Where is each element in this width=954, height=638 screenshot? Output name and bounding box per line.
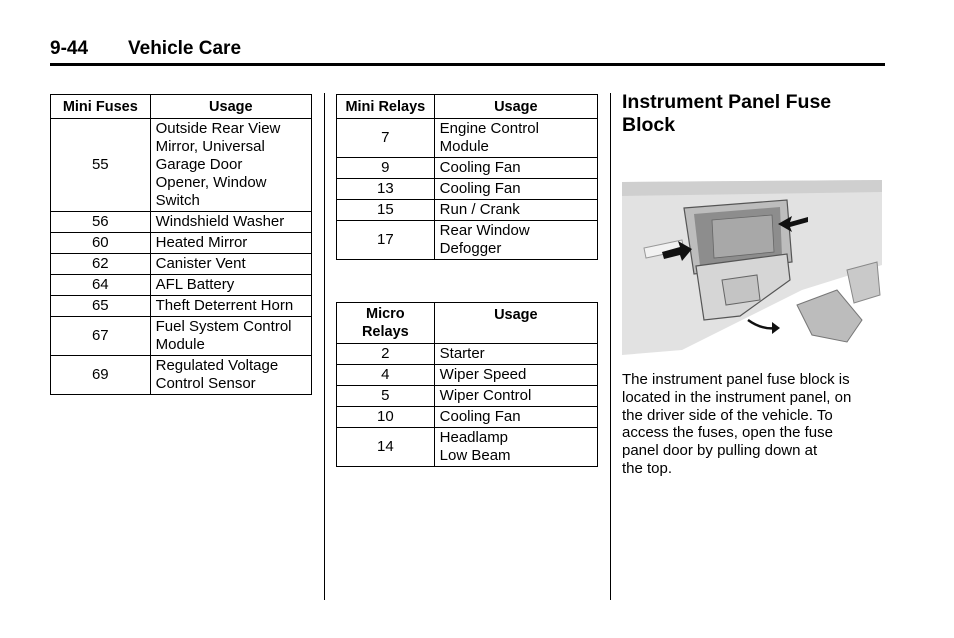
row-number: 62 [51, 254, 151, 275]
usage-line: Wiper Speed [439, 366, 527, 383]
usage-line: Rear Window [439, 222, 530, 239]
usage-line: Starter [439, 345, 485, 362]
table-row [51, 275, 312, 296]
table-row [51, 119, 312, 212]
row-usage [150, 296, 311, 317]
table-row [51, 254, 312, 275]
column-header: Usage [434, 95, 597, 119]
row-number: 5 [337, 386, 435, 407]
row-number: 9 [337, 158, 435, 179]
row-usage [434, 344, 597, 365]
usage-line: AFL Battery [155, 276, 235, 293]
table-row [337, 158, 598, 179]
usage-line: Theft Deterrent Horn [155, 297, 294, 314]
mini-fuses-table [50, 94, 312, 395]
row-number: 13 [337, 179, 435, 200]
row-number: 17 [337, 221, 435, 260]
row-number: 67 [51, 317, 151, 356]
description-line: the top. [622, 459, 673, 477]
usage-line: Run / Crank [439, 201, 520, 218]
table-row [337, 344, 598, 365]
usage-line: Low Beam [439, 447, 511, 464]
usage-line: Module [155, 336, 205, 353]
table-row [51, 317, 312, 356]
column-divider-2 [610, 93, 611, 600]
usage-line: Outside Rear View [155, 120, 281, 137]
column-header: Mini Relays [337, 95, 435, 119]
table-row [51, 212, 312, 233]
table-row [51, 233, 312, 254]
table-row [337, 386, 598, 407]
table-row [337, 200, 598, 221]
usage-line: Regulated Voltage [155, 357, 279, 374]
column-header: Micro Relays [337, 303, 435, 344]
column-header: Usage [434, 303, 597, 344]
usage-line: Windshield Washer [155, 213, 285, 230]
column-header: Mini Fuses [51, 95, 151, 119]
usage-line: Canister Vent [155, 255, 246, 272]
table-row [337, 179, 598, 200]
micro-relays-table [336, 302, 598, 467]
row-number: 15 [337, 200, 435, 221]
usage-line: Defogger [439, 240, 502, 257]
row-usage [434, 158, 597, 179]
row-usage [150, 233, 311, 254]
description-line: The instrument panel fuse block is [622, 371, 850, 388]
row-number: 64 [51, 275, 151, 296]
row-usage [150, 254, 311, 275]
mini-relays-table [336, 94, 598, 260]
usage-line: Cooling Fan [439, 180, 521, 197]
usage-line: Wiper Control [439, 387, 532, 404]
row-number: 69 [51, 356, 151, 395]
row-number: 56 [51, 212, 151, 233]
page-number: 9-44 [50, 38, 89, 59]
row-number: 14 [337, 428, 435, 467]
row-number: 4 [337, 365, 435, 386]
row-usage [150, 317, 311, 356]
row-usage [150, 275, 311, 296]
header-rule [50, 63, 885, 66]
usage-line: Heated Mirror [155, 234, 248, 251]
row-usage [150, 356, 311, 395]
usage-line: Cooling Fan [439, 408, 521, 425]
usage-line: Garage Door [155, 156, 243, 173]
table-row [51, 296, 312, 317]
row-number: 7 [337, 119, 435, 158]
usage-line: Mirror, Universal [155, 138, 265, 155]
row-usage [434, 386, 597, 407]
usage-line: Fuel System Control [155, 318, 292, 335]
section-title: Instrument Panel Fuse Block [622, 91, 832, 136]
fuse-block-illustration [622, 170, 882, 362]
section-name: Vehicle Care [128, 38, 242, 59]
table-row [337, 428, 598, 467]
description-line: the driver side of the vehicle. To [622, 406, 833, 424]
usage-line: Module [439, 138, 489, 155]
column-header: Usage [150, 95, 311, 119]
row-usage [434, 365, 597, 386]
usage-line: Cooling Fan [439, 159, 521, 176]
table-row [337, 119, 598, 158]
page-header [50, 38, 241, 60]
column-divider-1 [324, 93, 325, 600]
row-number: 10 [337, 407, 435, 428]
usage-line: Engine Control [439, 120, 539, 137]
usage-line: Headlamp [439, 429, 509, 446]
row-usage [434, 119, 597, 158]
table-row [337, 365, 598, 386]
row-usage [434, 179, 597, 200]
row-number: 60 [51, 233, 151, 254]
row-number: 65 [51, 296, 151, 317]
table-row [337, 221, 598, 260]
row-number: 2 [337, 344, 435, 365]
row-usage [434, 221, 597, 260]
description-line: access the fuses, open the fuse [622, 424, 833, 442]
row-number: 55 [51, 119, 151, 212]
usage-line: Opener, Window [155, 174, 267, 191]
table-row [51, 356, 312, 395]
usage-line: Switch [155, 192, 200, 209]
description-line: panel door by pulling down at [622, 442, 818, 460]
usage-line: Control Sensor [155, 375, 256, 392]
row-usage [434, 200, 597, 221]
description-line: located in the instrument panel, on [622, 388, 852, 406]
row-usage [150, 212, 311, 233]
row-usage [434, 407, 597, 428]
row-usage [150, 119, 311, 212]
description-paragraph [622, 371, 884, 478]
row-usage [434, 428, 597, 467]
table-row [337, 407, 598, 428]
